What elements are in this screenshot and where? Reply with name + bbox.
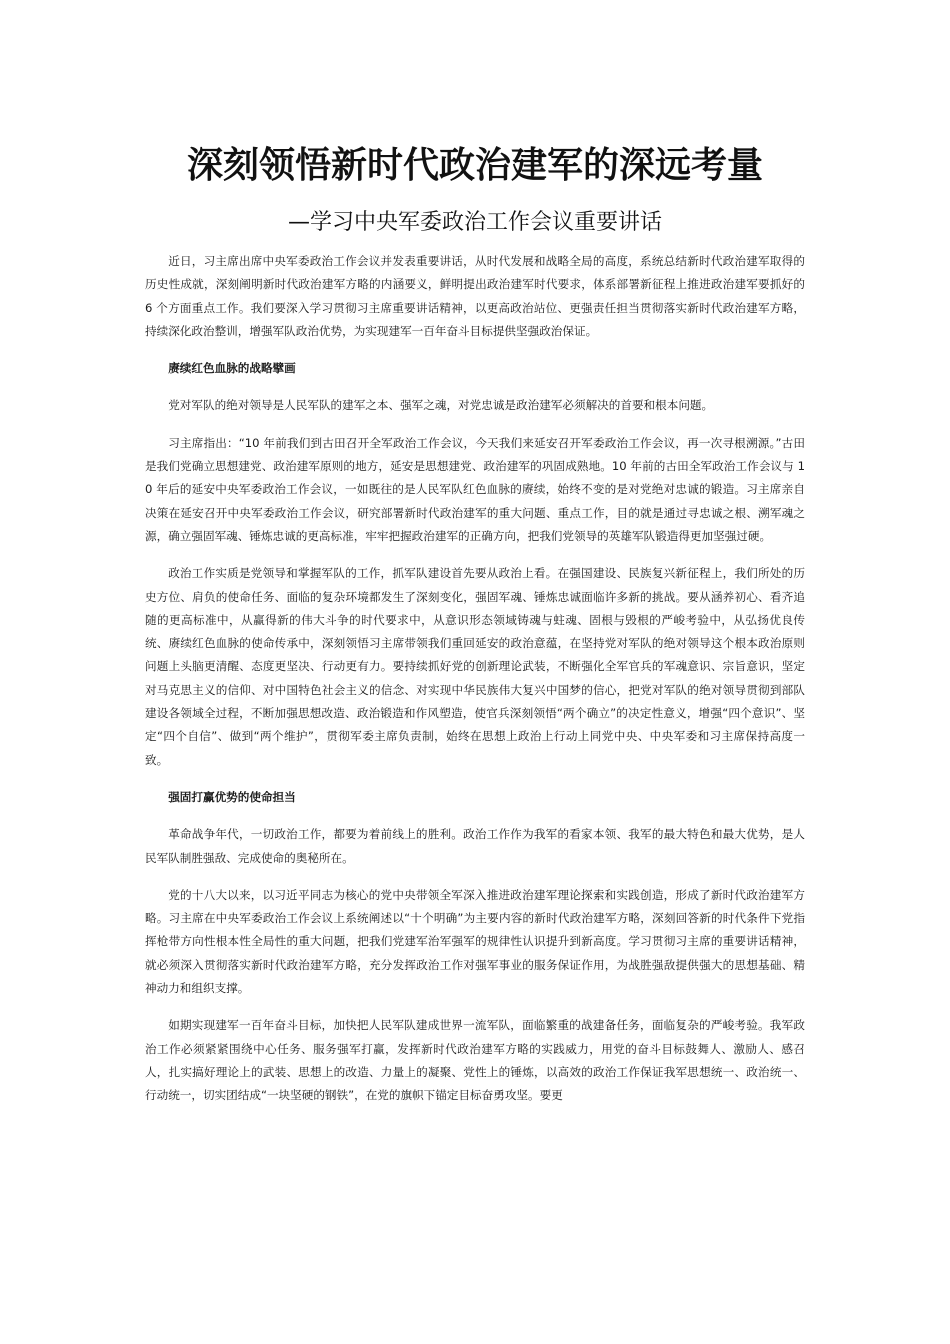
paragraph: 如期实现建军一百年奋斗目标，加快把人民军队建成世界一流军队，面临繁重的战建备任务，面临复杂的严峻考验。我军政治工作必须紧紧围绕中心任务、服务强军打赢，发挥新时代政治建军方略的实践威力，用党的奋斗目标鼓舞人、激励人、感召人，扎实搞好理论上的武装、思想上的改造、力量上的凝聚、党性上的锤炼，以高效的政治工作保证我军思想统一、政治统一、行动统一，切实团结成“一块坚硬的钢铁”，在党的旗帜下锚定目标奋勇攻坚。要更 <box>145 1018 805 1103</box>
document-body <box>145 250 805 1108</box>
document-subtitle: —学习中央军委政治工作会议重要讲话 <box>287 210 662 235</box>
section-heading-red-bloodline: 赓续红色血脉的战略擘画 <box>168 361 296 376</box>
paragraph: 习主席指出：“10 年前我们到古田召开全军政治工作会议，今天我们来延安召开军委政治工作会议，再一次寻根溯源。”古田是我们党确立思想建党、政治建军原则的地方，延安是思想建党、政治建军的巩固成熟地。10 年前的古田全军政治工作会议与 10 年后的延安中央军委政治工作会议，一如既往的是人民军队红色血脉的赓续，始终不变的是对党绝对忠诚的锻造。习主席亲自决策在延安召开中央军委政治工作会议，研究部署新时代政治建军的重大问题、重点工作，目的就是通过寻忠诚之根、溯军魂之源，确立强固军魂、锤炼忠诚的更高标准，牢牢把握政治建军的正确方向，把我们党领导的英雄军队锻造得更加坚强过硬。 <box>145 435 805 543</box>
paragraph-intro: 近日，习主席出席中央军委政治工作会议并发表重要讲话，从时代发展和战略全局的高度，系统总结新时代政治建军取得的历史性成就，深刻阐明新时代政治建军方略的内涵要义，鲜明提出政治建军时代要求，体系部署新征程上推进政治建军要抓好的 6 个方面重点工作。我们要深入学习贯彻习主席重要讲话精神，以更高政治站位、更强责任担当贯彻落实新时代政治建军方略，持续深化政治整训，增强军队政治优势，为实现建军一百年奋斗目标提供坚强政治保证。 <box>145 254 805 338</box>
section-heading-winning-advantage: 强固打赢优势的使命担当 <box>168 789 296 804</box>
paragraph: 政治工作实质是党领导和掌握军队的工作，抓军队建设首先要从政治上看。在强国建设、民族复兴新征程上，我们所处的历史方位、肩负的使命任务、面临的复杂环境都发生了深刻变化，强固军魂、锤炼忠诚面临许多新的挑战。要从涵养初心、看齐追随的更高标准中，从赢得新的伟大斗争的时代要求中，从意识形态领域铸魂与蛀魂、固根与毁根的严峻考验中，从弘扬优良传统、赓续红色血脉的使命传承中，深刻领悟习主席带领我们重回延安的政治意蕴，在坚持党对军队的绝对领导这个根本政治原则问题上头脑更清醒、态度更坚决、行动更有力。要持续抓好党的创新理论武装，不断强化全军官兵的军魂意识、宗旨意识，坚定对马克思主义的信仰、对中国特色社会主义的信念、对实现中华民族伟大复兴中国梦的信心，把党对军队的绝对领导贯彻到部队建设各领域全过程，不断加强思想改造、政治锻造和作风塑造，使官兵深刻领悟“两个确立”的决定性意义，增强“四个意识”、坚定“四个自信”、做到“两个维护”，贯彻军委主席负责制，始终在思想上政治上行动上同党中央、中央军委和习主席保持高度一致。 <box>145 566 805 767</box>
document-title: 深刻领悟新时代政治建军的深远考量 <box>186 145 763 186</box>
paragraph: 党对军队的绝对领导是人民军队的建军之本、强军之魂，对党忠诚是政治建军必须解决的首要和根本问题。 <box>168 398 714 413</box>
paragraph: 党的十八大以来，以习近平同志为核心的党中央带领全军深入推进政治建军理论探索和实践创造，形成了新时代政治建军方略。习主席在中央军委政治工作会议上系统阐述以“十个明确”为主要内容的新时代政治建军方略，深刻回答新的时代条件下党指挥枪带方向性根本性全局性的重大问题，把我们党建军治军强军的规律性认识提升到新高度。学习贯彻习主席的重要讲话精神，就必须深入贯彻落实新时代政治建军方略，充分发挥政治工作对强军事业的服务保证作用，为战胜强敌提供强大的思想基础、精神动力和组织支撑。 <box>145 887 805 996</box>
paragraph: 革命战争年代，一切政治工作，都要为着前线上的胜利。政治工作作为我军的看家本领、我军的最大特色和最大优势，是人民军队制胜强敌、完成使命的奥秘所在。 <box>145 827 805 865</box>
